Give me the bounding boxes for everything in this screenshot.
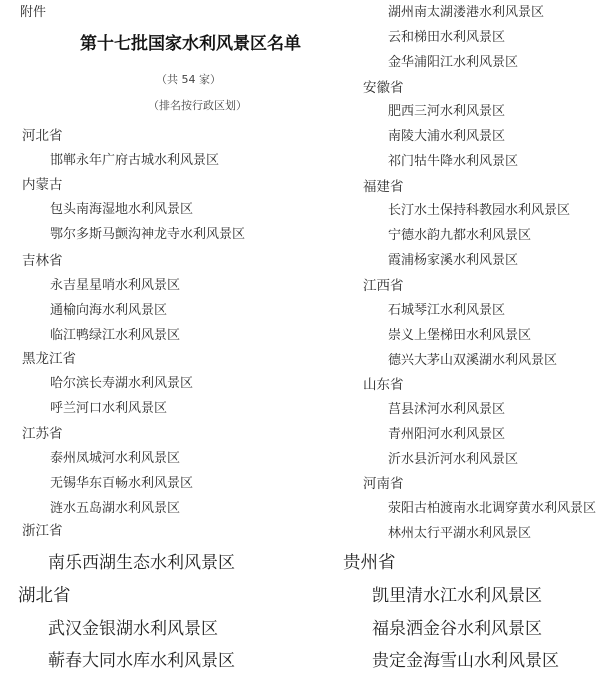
list-item: 呼兰河口水利风景区 — [50, 401, 168, 416]
attachment-label: 附件 — [20, 5, 47, 20]
list-item: 通榆向海水利风景区 — [50, 303, 168, 318]
list-item: 长汀水土保持科教园水利风景区 — [388, 203, 571, 218]
province-hubei: 湖北省 — [18, 586, 71, 606]
list-item: 祁门牯牛降水利风景区 — [388, 154, 519, 169]
list-item: 荥阳古柏渡南水北调穿黄水利风景区 — [388, 501, 597, 516]
order-note: （排名按行政区划） — [148, 99, 247, 112]
page-title: 第十七批国家水利风景区名单 — [80, 34, 301, 54]
list-item: 贵定金海雪山水利风景区 — [372, 651, 559, 671]
list-item: 南陵大浦水利风景区 — [388, 129, 506, 144]
province-hebei: 河北省 — [22, 128, 63, 144]
list-item: 肥西三河水利风景区 — [388, 104, 506, 119]
list-item: 南乐西湖生态水利风景区 — [48, 553, 235, 573]
list-item: 武汉金银湖水利风景区 — [48, 619, 218, 639]
list-item: 霞浦杨家溪水利风景区 — [388, 253, 519, 268]
province-neimenggu: 内蒙古 — [22, 177, 63, 193]
province-fujian: 福建省 — [363, 179, 404, 195]
left-column — [0, 0, 340, 540]
list-item: 无锡华东百畅水利风景区 — [50, 476, 194, 491]
list-item: 德兴大茅山双溪湖水利风景区 — [388, 353, 558, 368]
province-anhui: 安徽省 — [363, 80, 404, 96]
list-item: 青州阳河水利风景区 — [388, 427, 506, 442]
bottom-section — [0, 545, 600, 679]
list-item: 凯里清水江水利风景区 — [372, 586, 542, 606]
list-item: 莒县沭河水利风景区 — [388, 402, 506, 417]
list-item: 崇义上堡梯田水利风景区 — [388, 328, 532, 343]
list-item: 永吉星星哨水利风景区 — [50, 278, 181, 293]
list-item: 云和梯田水利风景区 — [388, 30, 506, 45]
province-guizhou: 贵州省 — [343, 553, 396, 573]
list-item: 涟水五岛湖水利风景区 — [50, 501, 181, 516]
list-item: 沂水县沂河水利风景区 — [388, 452, 519, 467]
list-item: 临江鸭绿江水利风景区 — [50, 328, 181, 343]
right-column — [345, 0, 600, 540]
province-jilin: 吉林省 — [22, 253, 63, 269]
province-zhejiang: 浙江省 — [22, 523, 63, 539]
list-item: 福泉洒金谷水利风景区 — [372, 619, 542, 639]
province-shandong: 山东省 — [363, 377, 404, 393]
province-jiangsu: 江苏省 — [22, 426, 63, 442]
list-item: 湖州南太湖溇港水利风景区 — [388, 5, 545, 20]
province-jiangxi: 江西省 — [363, 278, 404, 294]
province-heilongjiang: 黑龙江省 — [22, 351, 76, 367]
list-item: 泰州凤城河水利风景区 — [50, 451, 181, 466]
list-item: 金华浦阳江水利风景区 — [388, 55, 519, 70]
list-item: 石城琴江水利风景区 — [388, 303, 506, 318]
list-item: 林州太行平湖水利风景区 — [388, 526, 532, 541]
list-item: 宁德水韵九都水利风景区 — [388, 228, 532, 243]
province-henan: 河南省 — [363, 476, 404, 492]
list-item: 包头南海湿地水利风景区 — [50, 202, 194, 217]
list-item: 鄂尔多斯马颤沟神龙寺水利风景区 — [50, 227, 246, 242]
count-note: （共 54 家） — [156, 73, 221, 86]
list-item: 邯郸永年广府古城水利风景区 — [50, 153, 220, 168]
list-item: 蕲春大同水库水利风景区 — [48, 651, 235, 671]
list-item: 哈尔滨长寿湖水利风景区 — [50, 376, 194, 391]
